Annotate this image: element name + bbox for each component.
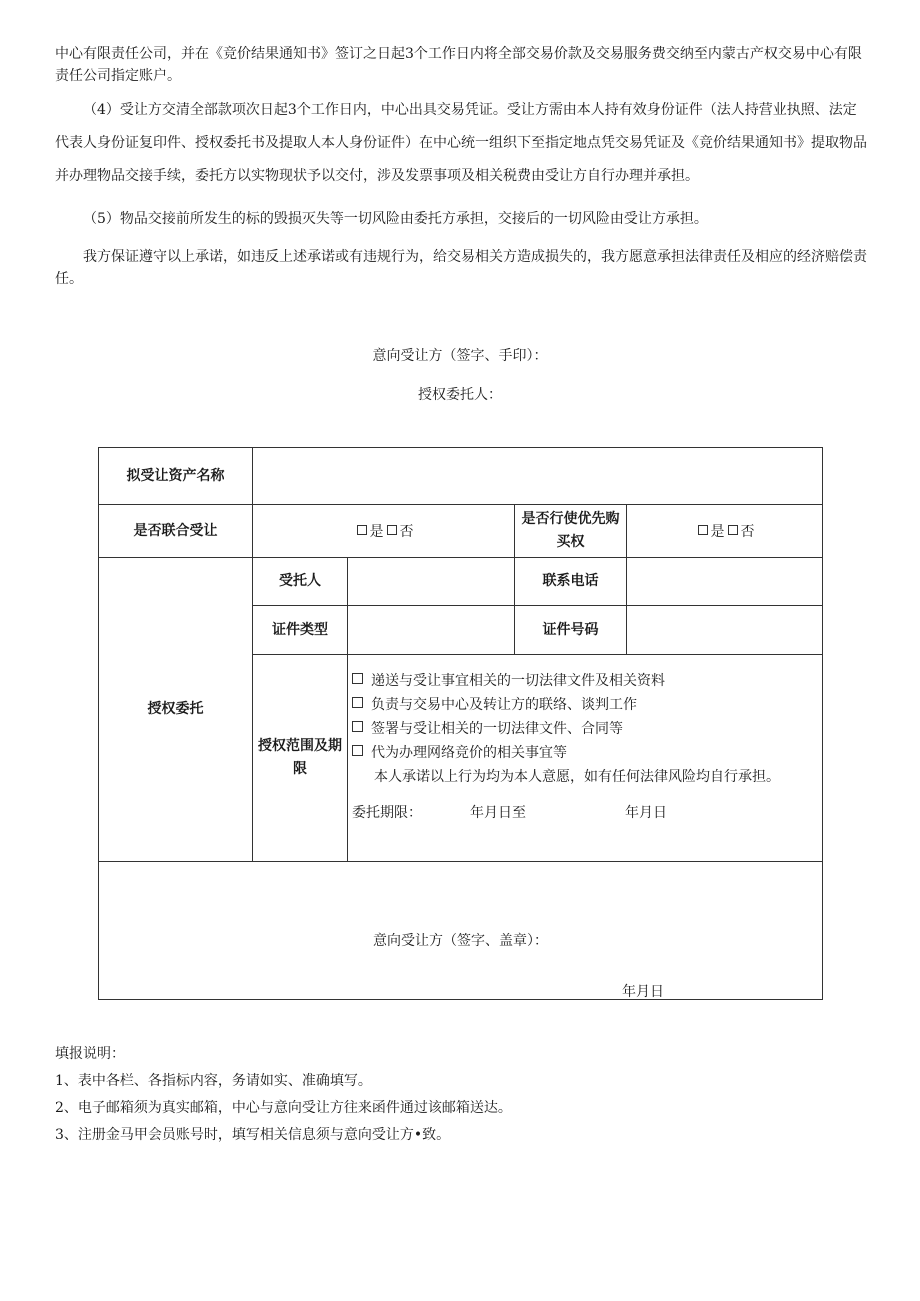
joint-transfer-label: 是否联合受让 bbox=[99, 505, 253, 558]
priority-yes-checkbox[interactable] bbox=[698, 525, 708, 535]
paragraph-item-5: （5）物品交接前所发生的标的毁损灭失等一切风险由委托方承担，交接后的一切风险由受让方承担。 bbox=[83, 211, 708, 227]
trustee-label: 受托人 bbox=[253, 558, 348, 606]
signature-date: 年月日 bbox=[622, 984, 664, 1000]
joint-yes-label: 是 bbox=[369, 524, 384, 540]
seal-signature-label: 意向受让方（签字、盖章）： bbox=[373, 933, 548, 949]
promise-statement: 本人承诺以上行为均为本人意愿，如有任何法律风险均自行承担。 bbox=[374, 769, 780, 785]
scope-period-label: 授权范围及期限 bbox=[253, 655, 348, 862]
joint-no-checkbox[interactable] bbox=[387, 525, 397, 535]
id-number-label: 证件号码 bbox=[515, 606, 627, 655]
authorization-period bbox=[352, 801, 822, 825]
authorization-form-table bbox=[98, 447, 823, 1000]
signature-cell bbox=[99, 862, 823, 1000]
authorization-scope-cell bbox=[348, 655, 823, 862]
priority-yes-label: 是 bbox=[710, 524, 725, 540]
period-from: 年月日至 bbox=[470, 805, 526, 821]
priority-no-checkbox[interactable] bbox=[728, 525, 738, 535]
note-item: 1、表中各栏、各指标内容，务请如实、准确填写。 bbox=[55, 1073, 372, 1089]
notes-title: 填报说明： bbox=[55, 1046, 125, 1062]
asset-name-label: 拟受让资产名称 bbox=[99, 448, 253, 505]
scope-checkbox[interactable] bbox=[352, 697, 363, 708]
joint-yes-checkbox[interactable] bbox=[357, 525, 367, 535]
paragraph-payment: 中心有限责任公司，并在《竞价结果通知书》签订之日起3个工作日内将全部交易价款及交易服务费交纳至内蒙古产权交易中心有限责任公司指定账户。 bbox=[55, 46, 862, 84]
scope-checkbox[interactable] bbox=[352, 721, 363, 732]
priority-no-label: 否 bbox=[740, 524, 755, 540]
phone-label: 联系电话 bbox=[515, 558, 627, 606]
paragraph-item-4: （4）受让方交清全部款项次日起3个工作日内，中心出具交易凭证。受让方需由本人持有效身份证件（法人持营业执照、法定代表人身份证复印件、授权委托书及提取人本人身份证件）在中心统一组织下至指定地点凭交易凭证及《竞价结果通知书》提取物品并办理物品交接手续，委托方以实物现状予以交付，涉及发票事项及相关税费由受让方自行办理并承担。 bbox=[55, 102, 867, 184]
scope-checkbox[interactable] bbox=[352, 745, 363, 756]
id-type-field[interactable] bbox=[348, 606, 515, 655]
authorized-agent-label: 授权委托人： bbox=[418, 387, 502, 403]
authorization-label: 授权委托 bbox=[99, 558, 253, 862]
joint-transfer-options bbox=[253, 505, 515, 558]
period-label: 委托期限： bbox=[352, 805, 422, 821]
priority-right-options bbox=[627, 505, 823, 558]
priority-right-label: 是否行使优先购买权 bbox=[515, 505, 627, 558]
filling-notes bbox=[55, 1041, 512, 1149]
period-to: 年月日 bbox=[625, 805, 667, 821]
transferee-signature-label: 意向受让方（签字、手印）： bbox=[372, 348, 548, 364]
scope-checkbox[interactable] bbox=[352, 673, 363, 684]
scope-item: 签署与受让相关的一切法律文件、合同等 bbox=[352, 717, 822, 741]
paragraph-guarantee: 我方保证遵守以上承诺，如违反上述承诺或有违规行为，给交易相关方造成损失的，我方愿意承担法律责任及相应的经济赔偿责任。 bbox=[55, 249, 867, 287]
note-item: 2、电子邮箱须为真实邮箱，中心与意向受让方往来函件通过该邮箱送达。 bbox=[55, 1100, 512, 1116]
scope-item: 代为办理网络竞价的相关事宜等 bbox=[352, 741, 822, 765]
scope-item: 负责与交易中心及转让方的联络、谈判工作 bbox=[352, 693, 822, 717]
phone-field[interactable] bbox=[627, 558, 823, 606]
note-item: 3、注册金马甲会员账号时，填写相关信息须与意向受让方•致。 bbox=[55, 1127, 451, 1143]
joint-no-label: 否 bbox=[399, 524, 414, 540]
scope-item: 递送与受让事宜相关的一切法律文件及相关资料 bbox=[352, 669, 822, 693]
asset-name-field[interactable] bbox=[253, 448, 823, 505]
trustee-field[interactable] bbox=[348, 558, 515, 606]
id-type-label: 证件类型 bbox=[253, 606, 348, 655]
id-number-field[interactable] bbox=[627, 606, 823, 655]
